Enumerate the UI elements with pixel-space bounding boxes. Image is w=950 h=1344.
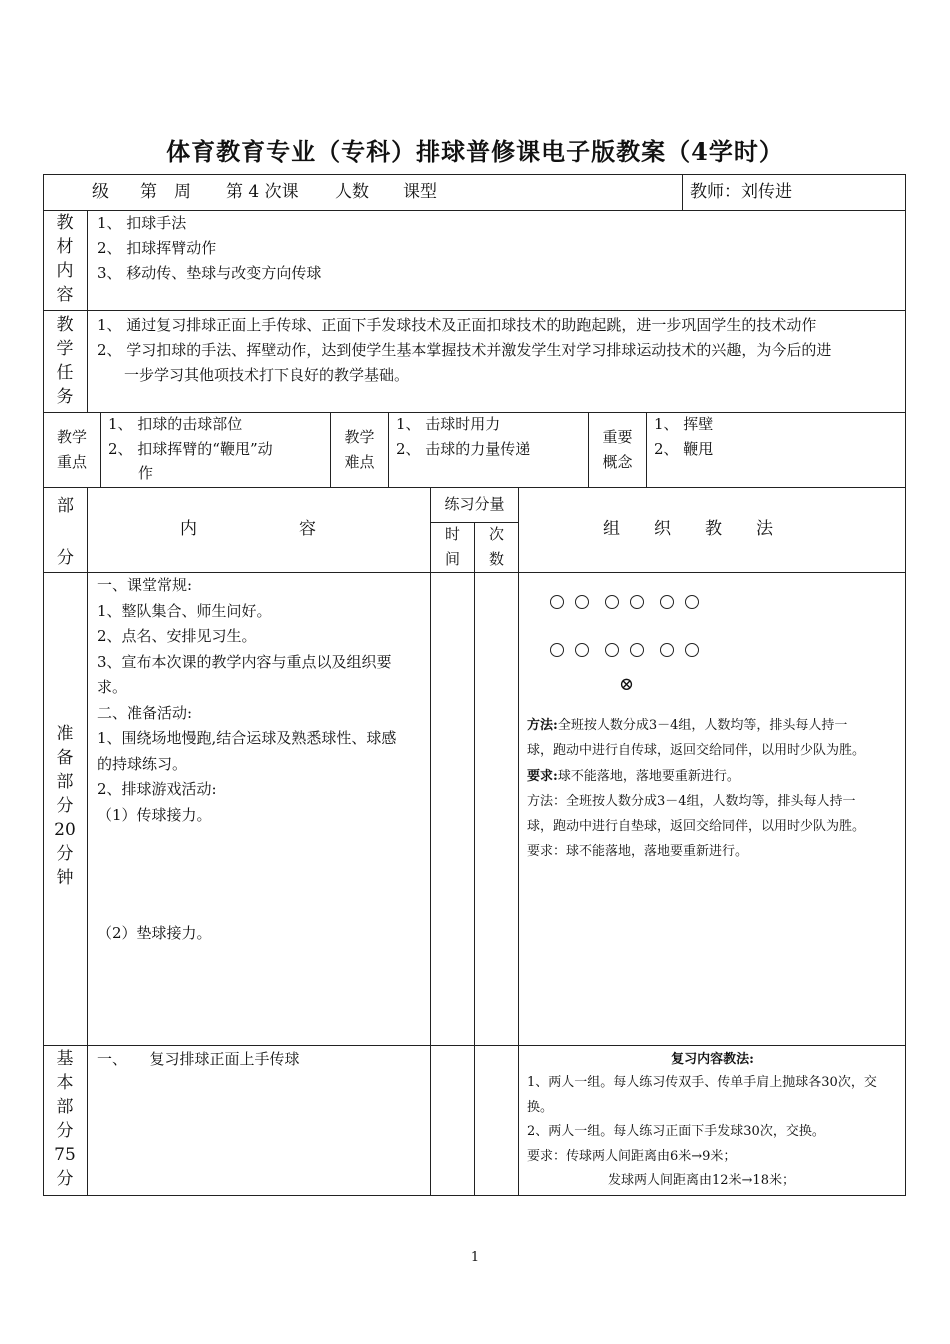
student-marker — [630, 643, 644, 657]
time-header: 时 间 — [444, 525, 460, 568]
tasks-line-2: 2、 学习扣球的手法、挥壁动作，达到使学生基本掌握技术并激发学生对学习排球运动技术的兴趣，为今后的进 — [97, 341, 832, 359]
teacher-marker-icon: ⊗ — [619, 674, 635, 695]
key-point-1: 1、 扣球的击球部位 — [108, 415, 243, 433]
student-marker — [630, 595, 644, 609]
student-marker — [575, 595, 589, 609]
part-header: 部 分 — [57, 496, 74, 568]
student-marker — [605, 643, 619, 657]
key-point-2-cont: 作 — [138, 464, 154, 482]
basic-content: 一、 复习排球正面上手传球 — [97, 1050, 300, 1068]
student-marker — [685, 595, 699, 609]
materials-item-2: 2、 扣球挥臂动作 — [97, 239, 217, 257]
header-lesson: 第 4 次课 — [226, 182, 299, 202]
key-points-label: 教学 重点 — [56, 428, 87, 471]
prep-content: 一、课堂常规: 1、整队集合、师生问好。 2、点名、安排见习生。 3、宣布本次课的教学内容与重点以及组织要 求。 二、准备活动: 1、围绕场地慢跑,结合运球及熟悉球性、球感 的持球练习。 2、排球游戏活动: （1）传球接力。 — [97, 576, 397, 824]
header-grade: 级 — [92, 182, 109, 202]
student-marker — [605, 595, 619, 609]
page-number: 1 — [470, 1250, 480, 1265]
student-marker — [660, 643, 674, 657]
page-title: 体育教育专业（专科）排球普修课电子版教案（4学时） — [166, 137, 784, 166]
key-point-2: 2、 扣球挥臂的“鞭甩”动 — [108, 440, 273, 458]
header-people: 人数 — [335, 182, 369, 202]
student-marker — [660, 595, 674, 609]
formation-row-1 — [550, 594, 710, 613]
materials-label: 教 材 内 容 — [56, 213, 74, 305]
count-header: 次 数 — [488, 525, 504, 568]
header-type: 课型 — [403, 182, 437, 202]
formation-row-2 — [550, 642, 710, 661]
materials-item-3: 3、 移动传、垫球与改变方向传球 — [97, 264, 322, 282]
concept-label: 重要 概念 — [602, 428, 633, 471]
tasks-label: 教 学 任 务 — [56, 315, 74, 407]
tasks-line-1: 1、 通过复习排球正面上手传球、正面下手发球技术及正面扣球技术的助跑起跳，进一步巩固学生的技术动作 — [97, 316, 817, 334]
prep-label: 准 备 部 分 20 分 钟 — [54, 724, 76, 888]
student-marker — [685, 643, 699, 657]
prep-method: 方法:全班按人数分成3－4组，人数均等，排头每人持一 球，跑动中进行自传球，返回交给同伴，以用时少队为胜。 要求:球不能落地，落地要重新进行。 方法：全班按人数分成3－4组，人数均等，排头每人持一 球，跑动中进行自垫球，返回交给同伴，以用时少队为胜。 要求：球不能落地，落地要重新进行。 — [527, 718, 866, 860]
concept-1: 1、 挥壁 — [654, 415, 714, 433]
basic-label: 基 本 部 分 75 分 — [54, 1049, 76, 1189]
prep-content-extra: （2）垫球接力。 — [97, 924, 212, 942]
difficulty-2: 2、 击球的力量传递 — [396, 440, 531, 458]
method-header: 组 织 教 法 — [603, 519, 773, 539]
content-header: 内 容 — [180, 519, 316, 539]
concept-2: 2、 鞭甩 — [654, 440, 714, 458]
tasks-line-3: 一步学习其他项技术打下良好的教学基础。 — [124, 366, 410, 384]
difficulty-label: 教学 难点 — [344, 428, 375, 471]
materials-item-1: 1、 扣球手法 — [97, 214, 187, 232]
difficulty-1: 1、 击球时用力 — [396, 415, 501, 433]
basic-method: 1、两人一组。每人练习传双手、传单手肩上抛球各30次，交 换。 2、两人一组。每人练习正面下手发球30次，交换。 要求：传球两人间距离由6米→9米； 发球两人间距离由12米→18米； — [527, 1075, 877, 1188]
student-marker — [575, 643, 589, 657]
student-marker — [550, 595, 564, 609]
student-marker — [550, 643, 564, 657]
amount-header: 练习分量 — [444, 495, 505, 513]
header-week: 第 周 — [140, 182, 191, 202]
basic-method-title: 复习内容教法: — [671, 1052, 754, 1067]
header-teacher: 教师：刘传进 — [690, 182, 792, 202]
